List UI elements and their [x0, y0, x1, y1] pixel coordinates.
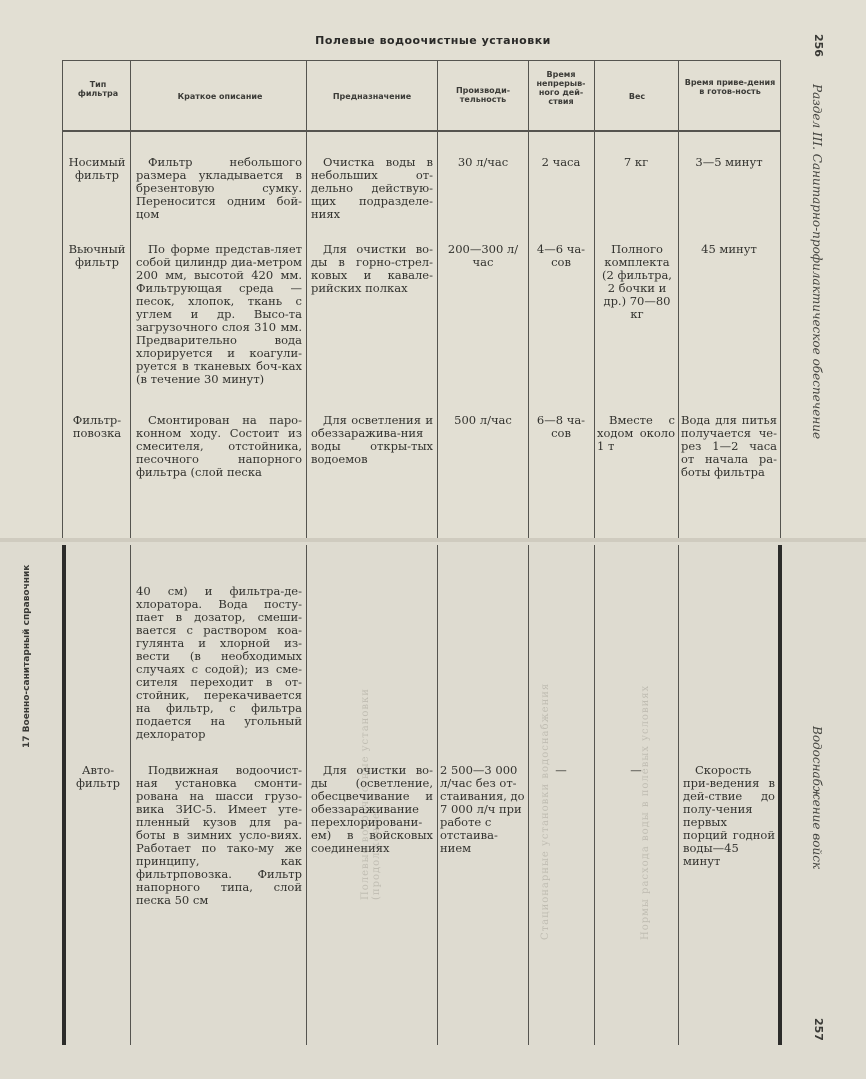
- subsection-header: Водоснабжение войск: [810, 726, 824, 870]
- footer-book-title: 17 Военно-санитарный справочник: [22, 564, 32, 748]
- table-top-border: [62, 60, 780, 61]
- row3-weight: Вместе с ходом около 1 т: [597, 413, 675, 453]
- row3-duration: 6—8 ча-сов: [536, 413, 586, 440]
- header-weight: Вес: [628, 92, 646, 101]
- row4-type: Авто-фильтр: [76, 763, 120, 790]
- row1-description: Фильтр небольшого размера укладывается в брезентовую сумку. Переносится одним бой-цом: [136, 155, 302, 221]
- column-divider: [130, 60, 131, 538]
- row4-purpose: Для очистки во-ды (осветление, обесцвечивание и обеззараживание перехлорировани-ем) в войсковых соединениях: [311, 763, 433, 855]
- header-type: Тип фильтра: [77, 80, 119, 98]
- row3-readiness: Вода для питья получается че-рез 1—2 часа от начала ра-боты фильтра: [681, 413, 777, 479]
- column-divider: [594, 545, 595, 1045]
- header-duration: Время непрерыв-ного дей-ствия: [536, 70, 586, 106]
- row1-capacity: 30 л/час: [457, 155, 509, 169]
- row1-duration: 2 часа: [541, 155, 581, 169]
- bleed-through-text: Полевые водоочистные установки (продолжение): [360, 688, 382, 900]
- column-divider: [780, 60, 781, 538]
- column-divider: [306, 60, 307, 538]
- table-header-border: [62, 130, 780, 132]
- row2-duration: 4—6 ча-сов: [536, 242, 586, 269]
- row2-purpose: Для очистки во-ды в горно-стрел-ковых и кавале-рийских полках: [311, 242, 433, 295]
- row2-capacity: 200—300 л/час: [447, 242, 519, 269]
- bleed-through-text: Стационарные установки водоснабжения: [540, 682, 551, 940]
- row4-readiness: Скорость при-ведения в дей-ствие до полу-чения первых порций годной воды—45 минут: [683, 763, 775, 868]
- column-divider: [62, 60, 63, 538]
- row4-duration: —: [555, 763, 567, 777]
- row1-readiness: 3—5 минут: [695, 155, 763, 169]
- column-divider: [437, 60, 438, 538]
- header-readiness: Время приве-дения в готов-ность: [684, 78, 776, 96]
- row3-type: Фильтр-повозка: [72, 413, 122, 440]
- row2-weight: Полного комплекта (2 фильтра, 2 бочки и др.) 70—80 кг: [602, 242, 672, 321]
- table-outer-border: [778, 545, 782, 1045]
- column-divider: [678, 545, 679, 1045]
- row4-capacity: 2 500—3 000 л/час без от-стаивания, до 7 000 л/ч при работе с отстаива-нием: [440, 763, 525, 855]
- header-purpose: Предназначение: [332, 92, 412, 101]
- page-title: Полевые водоочистные установки: [315, 34, 551, 47]
- row2-type: Вьючный фильтр: [68, 242, 126, 269]
- column-divider: [306, 545, 307, 1045]
- row1-type: Носимый фильтр: [68, 155, 126, 182]
- row3-description: Смонтирован на паро-конном ходу. Состоит из смесителя, отстойника, песочного напорного фильтра (слой песка: [136, 413, 302, 479]
- page-number-bottom: 257: [812, 1018, 825, 1041]
- row1-weight: 7 кг: [623, 155, 649, 169]
- column-divider: [437, 545, 438, 1045]
- column-divider: [130, 545, 131, 1045]
- header-description: Краткое описание: [177, 92, 263, 101]
- header-capacity: Производи-тельность: [455, 86, 511, 104]
- section-header: Раздел III. Санитарно-профилактическое обеспечение: [810, 84, 824, 440]
- column-divider: [678, 60, 679, 538]
- row1-purpose: Очистка воды в небольших от-дельно действую-щих подразделе-ниях: [311, 155, 433, 221]
- bleed-through-text: Нормы расхода воды в полевых условиях: [640, 684, 651, 940]
- row4-description: Подвижная водоочист-ная установка смонти-рована на шасси грузо-вика ЗИС-5. Имеет уте-пленный кузов для ра-боты в зимних усло-виях. Работает по тако-му же принципу, как фильтрповозка. Фильтр напорного типа, слой песка 50 см: [136, 763, 302, 907]
- column-divider: [594, 60, 595, 538]
- row3-purpose: Для осветления и обеззаражива-ния воды откры-тых водоемов: [311, 413, 433, 466]
- row2-readiness: 45 минут: [701, 242, 757, 256]
- row2-description: По форме представ-ляет собой цилиндр диа-метром 200 мм, высотой 420 мм. Фильтрующая среда — песок, хлопок, ткань с углем и др. Высо-та загрузочного слоя 310 мм. Предварительно вода хлорируется и коагули-руется в тканевых боч-ках (в течение 30 минут): [136, 242, 302, 386]
- page-number-top: 256: [812, 34, 825, 57]
- column-divider: [528, 60, 529, 538]
- row3-capacity: 500 л/час: [454, 413, 512, 427]
- column-divider: [528, 545, 529, 1045]
- page-fold: [0, 538, 866, 542]
- table-outer-border: [62, 545, 66, 1045]
- row3-description-continued: 40 см) и фильтра-де-хлоратора. Вода посту-пает в дозатор, смеши-вается с раствором коа-гулянта и хлорной из-вести (в необходимых случаях с содой); из сме-сителя переходит в от-стойник, перекачивается на фильтр, с фильтра подается на угольный дехлоратор: [136, 584, 302, 741]
- row4-weight: —: [630, 763, 642, 777]
